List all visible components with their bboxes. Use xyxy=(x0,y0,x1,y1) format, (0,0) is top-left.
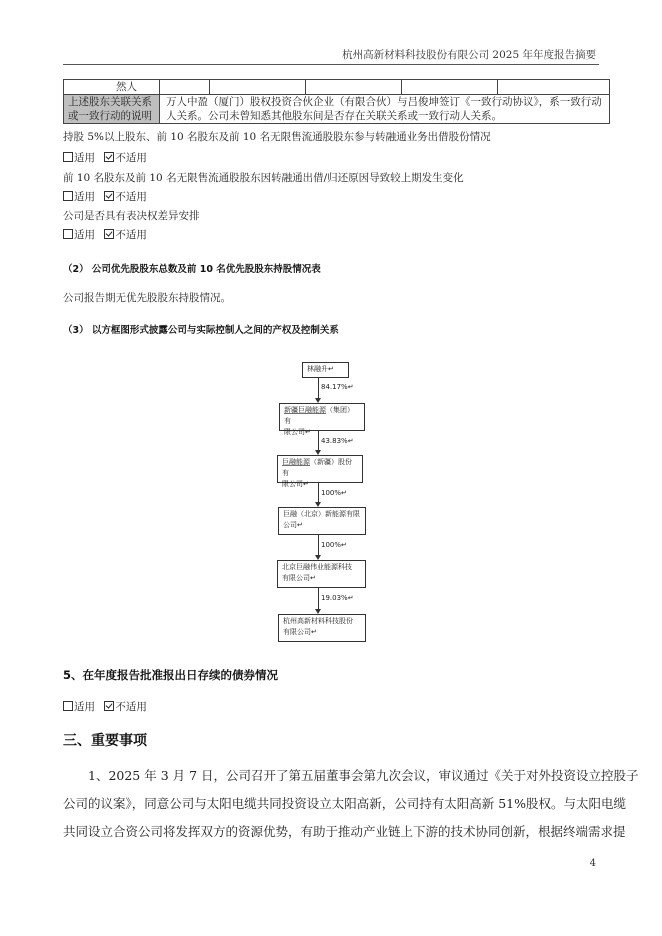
section3-heading: （3） 以方框图形式披露公司与实际控制人之间的产权及控制关系 xyxy=(63,325,339,336)
diagram-node-hangzhou-company: 杭州高新材料科技股份 有限公司↵ xyxy=(278,614,366,642)
checkbox-yes[interactable] xyxy=(63,229,73,239)
checkbox-no-checked[interactable] xyxy=(104,229,114,239)
item-text: 持股 5%以上股东、前 10 名股东及前 10 名无限售流通股股东参与转融通业务出借股份情况 xyxy=(63,131,491,143)
table-cell xyxy=(306,80,402,95)
diagram-edge-percent: 43.83%↵ xyxy=(321,437,354,445)
diagram-edge-percent: 84.17%↵ xyxy=(321,383,354,391)
major-matters-heading: 三、重要事项 xyxy=(63,733,147,749)
header-divider xyxy=(63,64,599,65)
diagram-connector xyxy=(318,483,319,503)
page-header-title: 杭州高新材料科技股份有限公司 2025 年年度报告摘要 xyxy=(342,49,596,61)
section2-heading: （2） 公司优先股股东总数及前 10 名优先股股东持股情况表 xyxy=(63,264,321,275)
shareholder-table xyxy=(63,79,610,124)
table-cell: 然人 xyxy=(64,80,160,95)
diagram-edge-percent: 100%↵ xyxy=(321,489,347,497)
option-row: 适用 不适用 xyxy=(63,150,147,165)
table-row-label: 上述股东关联关系 或一致行动的说明 xyxy=(64,95,160,124)
checkbox-yes[interactable] xyxy=(63,191,73,201)
item-text: 前 10 名股东及前 10 名无限售流通股股东因转融通出借/归还原因导致较上期发生变化 xyxy=(63,172,464,184)
table-cell xyxy=(210,80,306,95)
table-cell xyxy=(160,80,210,95)
table-row-text: 万人中盈（厦门）股权投资合伙企业（有限合伙）与吕俊坤签订《一致行动协议》，系一致行动 人关系。公司未曾知悉其他股东间是否存在关联关系或一致行动人关系。 xyxy=(160,95,610,124)
table-cell xyxy=(498,80,610,95)
diagram-connector xyxy=(318,431,319,451)
diagram-connector xyxy=(318,378,319,399)
checkbox-yes[interactable] xyxy=(63,701,73,711)
checkbox-no-checked[interactable] xyxy=(104,152,114,162)
option-row: 适用 不适用 xyxy=(63,699,147,714)
page-number: 4 xyxy=(589,858,596,869)
section5-heading: 5、在年度报告批准报出日存续的债券情况 xyxy=(63,668,278,682)
diagram-node-controller: 林融升↵ xyxy=(302,362,349,378)
diagram-node-jurong-energy: 巨融能源（新疆）股份有 限公司↵ xyxy=(277,455,363,483)
checkbox-no-checked[interactable] xyxy=(104,191,114,201)
diagram-connector xyxy=(318,588,319,610)
diagram-edge-percent: 19.03%↵ xyxy=(321,594,354,602)
diagram-edge-percent: 100%↵ xyxy=(321,541,347,549)
diagram-node-xinjiang-group: 新疆巨融能源（集团）有 限公司↵ xyxy=(279,403,365,431)
item-text: 公司是否具有表决权差异安排 xyxy=(63,210,200,222)
section2-text: 公司报告期无优先股股东持股情况。 xyxy=(63,292,231,304)
checkbox-no-checked[interactable] xyxy=(104,701,114,711)
body-paragraph: 1、2025 年 3 月 7 日，公司召开了第五届董事会第九次会议，审议通过《关于对外投资设立控股子 公司的议案》，同意公司与太阳电缆共同投资设立太阳高新，公司持有太阳高新 51%股权。与太阳电缆 共同设立合资公司将发挥双方的资源优势，有助于推动产业链上下游的技术协同创新，根据终端需求提 xyxy=(63,768,639,839)
option-row: 适用 不适用 xyxy=(63,227,147,242)
diagram-node-beijing-weiye: 北京巨融伟业能源科技 有限公司↵ xyxy=(277,560,366,588)
diagram-connector xyxy=(318,535,319,556)
table-cell xyxy=(402,80,498,95)
diagram-node-jurong-beijing: 巨融（北京）新能源有限 公司↵ xyxy=(278,507,366,535)
checkbox-yes[interactable] xyxy=(63,152,73,162)
option-row: 适用 不适用 xyxy=(63,189,147,204)
